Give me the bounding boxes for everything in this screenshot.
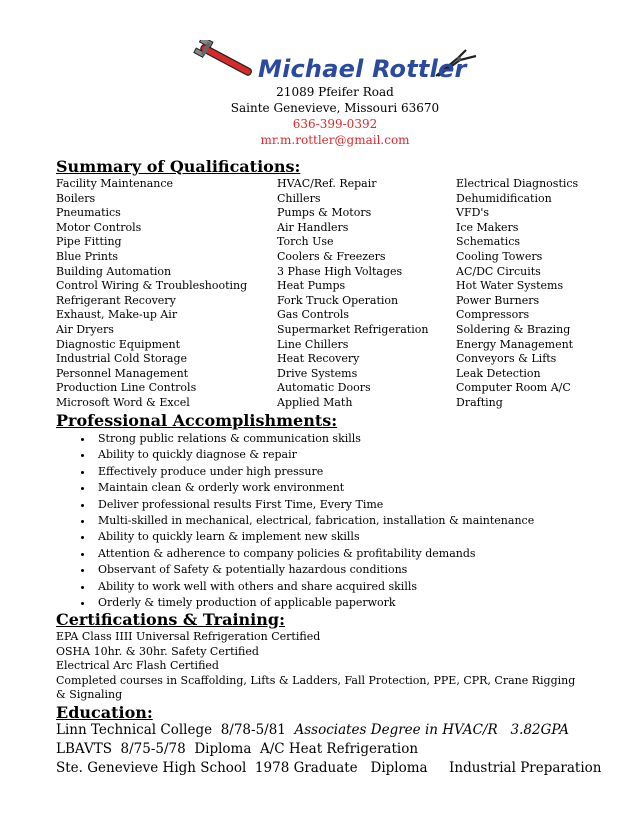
qualification-item: Production Line Controls — [56, 381, 197, 395]
phone-number: 636-399-0392 — [292, 117, 378, 131]
accomplishment-item: • Maintain clean & orderly work environment — [94, 480, 534, 496]
qualifications-column-2 — [277, 177, 428, 411]
certifications-heading: Certifications & Training: — [56, 610, 285, 629]
accomplishment-item: • Deliver professional results First Time, Every Time — [94, 497, 534, 513]
qualification-item: Drafting — [456, 395, 503, 409]
qualification-item: Facility Maintenance — [56, 177, 174, 190]
address-line-1: 21089 Pfeifer Road — [276, 85, 394, 99]
qualification-item: Power Burners — [456, 293, 540, 307]
qualification-item: Chillers — [277, 191, 321, 205]
qualification-item: Dehumidification — [456, 191, 552, 205]
qualification-item: Applied Math — [277, 395, 353, 409]
accomplishment-item: • Strong public relations & communication skills — [94, 431, 534, 447]
accomplishment-item: • Ability to quickly diagnose & repair — [94, 447, 534, 463]
qualification-item: Ice Makers — [456, 220, 519, 234]
qualification-item: Control Wiring & Troubleshooting — [56, 279, 248, 293]
accomplishment-item: • Effectively produce under high pressure — [94, 464, 534, 480]
qualification-item: Building Automation — [56, 264, 172, 278]
qualification-item: Electrical Diagnostics — [456, 177, 579, 190]
education-degree: Associates Degree in HVAC/R 3.82GPA — [294, 722, 569, 738]
certification-line: Completed courses in Scaffolding, Lifts & Ladders, Fall Protection, PPE, CPR, Crane Rigging & Signaling — [56, 673, 576, 702]
qualification-item: Energy Management — [456, 337, 574, 351]
education-line: Ste. Genevieve High School 1978 Graduate Diploma Industrial Preparation — [56, 760, 602, 776]
qualification-item: Pipe Fitting — [56, 235, 122, 249]
qualification-item: Computer Room A/C — [456, 381, 571, 395]
pipe-wrench-icon — [192, 40, 258, 80]
accomplishment-item: • Ability to quickly learn & implement new skills — [94, 529, 534, 545]
qualification-item: Supermarket Refrigeration — [277, 322, 429, 336]
address-line-2: Sainte Genevieve, Missouri 63670 — [230, 101, 440, 115]
qualification-item: Compressors — [456, 308, 530, 322]
qualification-item: Fork Truck Operation — [277, 293, 399, 307]
accomplishment-item: • Observant of Safety & potentially hazardous conditions — [94, 562, 534, 578]
accomplishment-item: • Ability to work well with others and share acquired skills — [94, 579, 534, 595]
qualification-item: Air Dryers — [56, 322, 114, 336]
qualification-item: Microsoft Word & Excel — [56, 395, 190, 409]
certification-line: OSHA 10hr. & 30hr. Safety Certified — [56, 644, 259, 658]
qualification-item: Soldering & Brazing — [456, 322, 571, 336]
qualification-item: Drive Systems — [277, 366, 358, 380]
accomplishments-list — [56, 431, 534, 611]
qualification-item: Pumps & Motors — [277, 206, 372, 220]
qualification-item: Leak Detection — [456, 366, 541, 380]
qualification-item: Refrigerant Recovery — [56, 293, 176, 307]
qualification-item: Boilers — [56, 191, 96, 205]
education-line — [56, 721, 569, 740]
qualification-item: HVAC/Ref. Repair — [277, 177, 377, 190]
qualification-item: Torch Use — [277, 235, 334, 249]
qualification-item: Industrial Cold Storage — [56, 352, 188, 366]
certification-line: Electrical Arc Flash Certified — [56, 659, 219, 673]
qualification-item: Automatic Doors — [277, 381, 371, 395]
qualification-item: Blue Prints — [56, 249, 119, 263]
qualification-item: Hot Water Systems — [456, 279, 564, 293]
certification-line: EPA Class IIII Universal Refrigeration Certified — [56, 630, 321, 643]
accomplishment-item: • Orderly & timely production of applicable paperwork — [94, 595, 534, 611]
qualification-item: Gas Controls — [277, 308, 350, 322]
qualification-item: Line Chillers — [277, 337, 349, 351]
applicant-name: Michael Rottler — [258, 55, 467, 83]
accomplishments-heading: Professional Accomplishments: — [56, 411, 338, 430]
qualification-item: Schematics — [456, 235, 521, 249]
education-entry: Linn Technical College 8/78-5/81 — [56, 722, 295, 738]
qualification-item: Air Handlers — [277, 220, 349, 234]
qualification-item: Heat Recovery — [277, 352, 360, 366]
email-address[interactable]: mr.m.rottler@gmail.com — [260, 133, 410, 147]
qualification-item: Motor Controls — [56, 220, 142, 234]
qualification-item: Heat Pumps — [277, 279, 346, 293]
qualification-item: Coolers & Freezers — [277, 249, 386, 263]
qualification-item: Exhaust, Make-up Air — [56, 308, 178, 322]
qualifications-column-3 — [456, 177, 578, 411]
qualification-item: VFD's — [456, 206, 490, 220]
education-line: LBAVTS 8/75-5/78 Diploma A/C Heat Refrigeration — [56, 741, 419, 757]
qualification-item: 3 Phase High Voltages — [277, 264, 403, 278]
qualification-item: AC/DC Circuits — [456, 264, 541, 278]
accomplishment-item: • Multi-skilled in mechanical, electrical, fabrication, installation & maintenance — [94, 513, 534, 529]
qualification-item: Diagnostic Equipment — [56, 337, 181, 351]
qualification-item: Personnel Management — [56, 366, 189, 380]
accomplishment-item: • Attention & adherence to company policies & profitability demands — [94, 546, 534, 562]
qualifications-heading: Summary of Qualifications: — [56, 157, 301, 176]
education-heading: Education: — [56, 703, 153, 722]
qualification-item: Cooling Towers — [456, 249, 543, 263]
qualification-item: Pneumatics — [56, 206, 121, 220]
qualification-item: Conveyors & Lifts — [456, 352, 557, 366]
qualifications-column-1 — [56, 177, 247, 411]
